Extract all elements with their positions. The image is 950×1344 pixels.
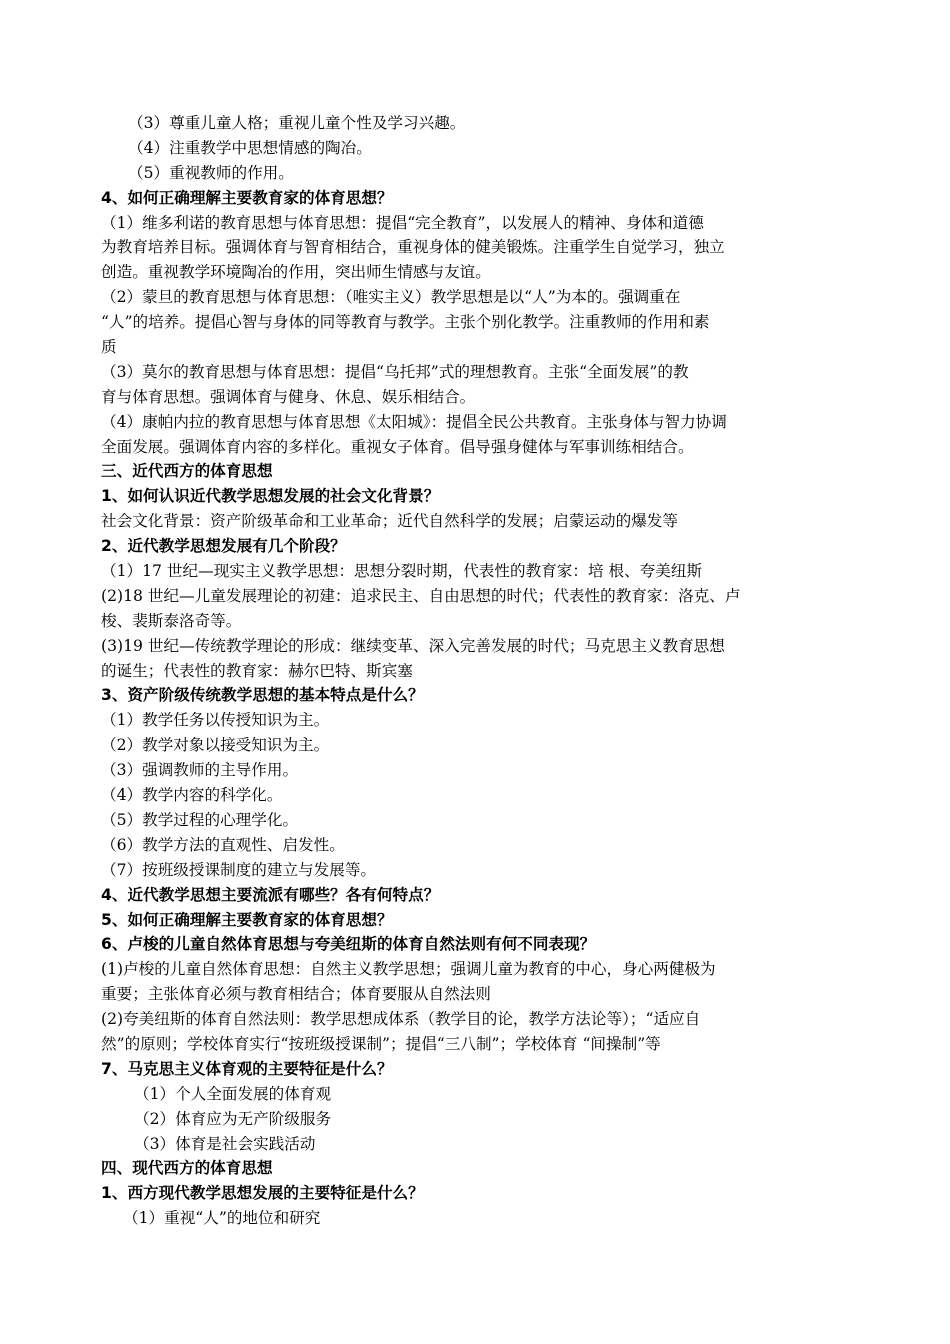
text-line: (1)卢梭的儿童自然体育思想：自然主义教学思想；强调儿童为教育的中心，身心两健极为 (101, 960, 716, 979)
text-line: （4）教学内容的科学化。 (101, 786, 283, 805)
text-line: 全面发展。强调体育内容的多样化。重视女子体育。倡导强身健体与军事训练相结合。 (101, 437, 694, 456)
section-heading: 3、资产阶级传统教学思想的基本特点是什么？ (101, 686, 424, 705)
section-heading: 5、如何正确理解主要教育家的体育思想？ (101, 910, 393, 929)
section-heading: 4、如何正确理解主要教育家的体育思想？ (101, 188, 393, 207)
text-line: 育与体育思想。强调体育与健身、休息、娱乐相结合。 (101, 387, 476, 406)
text-line: 质 (101, 338, 117, 357)
text-line: （3）体育是社会实践活动 (134, 1134, 316, 1153)
text-line: （4）康帕内拉的教育思想与体育思想《太阳城》：提倡全民公共教育。主张身体与智力协调 (101, 412, 727, 431)
text-line: （3）尊重儿童人格；重视儿童个性及学习兴趣。 (128, 114, 466, 132)
text-line: （5）教学过程的心理学化。 (101, 810, 299, 829)
text-line: （1）个人全面发展的体育观 (134, 1084, 332, 1103)
text-line: 的诞生；代表性的教育家：赫尔巴特、斯宾塞 (101, 661, 413, 680)
text-line: （1）教学任务以传授知识为主。 (101, 711, 330, 730)
text-line: （1）维多利诺的教育思想与体育思想：提倡“完全教育”，以发展人的精神、身体和道德 (101, 213, 704, 232)
text-line: (3)19 世纪—传统教学理论的形成：继续变革、深入完善发展的时代；马克思主义教育思想 (101, 636, 725, 655)
text-line: （7）按班级授课制度的建立与发展等。 (101, 860, 377, 879)
text-line: （2）蒙旦的教育思想与体育思想：（唯实主义）教学思想是以“人”为本的。强调重在 (101, 288, 681, 307)
text-line: （3）莫尔的教育思想与体育思想：提倡“乌托邦”式的理想教育。主张“全面发展”的教 (101, 362, 689, 381)
section-heading: 4、近代教学思想主要流派有哪些？各有何特点？ (101, 885, 440, 904)
text-line: 社会文化背景：资产阶级革命和工业革命；近代自然科学的发展；启蒙运动的爆发等 (101, 512, 678, 531)
section-heading: 四、现代西方的体育思想 (101, 1159, 273, 1178)
text-line: （1）重视“人”的地位和研究 (123, 1209, 321, 1228)
document-body (101, 111, 851, 1231)
text-line: (2)18 世纪—儿童发展理论的初建：追求民主、自由思想的时代；代表性的教育家：洛克、卢 (101, 586, 741, 605)
text-line: （6）教学方法的直观性、启发性。 (101, 835, 345, 854)
text-line: （3）强调教师的主导作用。 (101, 761, 299, 780)
section-heading: 三、近代西方的体育思想 (101, 462, 273, 481)
section-heading: 6、卢梭的儿童自然体育思想与夸美纽斯的体育自然法则有何不同表现？ (101, 935, 596, 954)
text-line: （2）体育应为无产阶级服务 (134, 1109, 332, 1128)
section-heading: 7、马克思主义体育观的主要特征是什么？ (101, 1059, 393, 1078)
section-heading: 2、近代教学思想发展有几个阶段？ (101, 537, 346, 556)
text-line: 为教育培养目标。强调体育与智育相结合，重视身体的健美锻炼。注重学生自觉学习，独立 (101, 238, 725, 257)
text-line: （5）重视教师的作用。 (128, 163, 294, 182)
section-heading: 1、西方现代教学思想发展的主要特征是什么？ (101, 1184, 424, 1203)
text-line: （4）注重教学中思想情感的陶冶。 (128, 138, 372, 157)
section-heading: 1、如何认识近代教学思想发展的社会文化背景？ (101, 487, 440, 506)
text-line: “人”的培养。提倡心智与身体的同等教育与教学。主张个别化教学。注重教师的作用和素 (101, 313, 710, 332)
text-line: 然”的原则；学校体育实行“按班级授课制”；提倡“三八制”；学校体育 “间操制”等 (101, 1034, 661, 1053)
text-line: 梭、裴斯泰洛奇等。 (101, 611, 242, 630)
text-line: （1）17 世纪—现实主义教学思想：思想分裂时期，代表性的教育家：培 根、夸美纽斯 (101, 562, 703, 581)
text-line: （2）教学对象以接受知识为主。 (101, 736, 330, 755)
text-line: 重要；主张体育必须与教育相结合；体育要服从自然法则 (101, 985, 491, 1004)
text-line: (2)夸美纽斯的体育自然法则：教学思想成体系（教学目的论，教学方法论等）；“适应自 (101, 1010, 701, 1029)
text-line: 创造。重视教学环境陶冶的作用，突出师生情感与友谊。 (101, 263, 491, 282)
